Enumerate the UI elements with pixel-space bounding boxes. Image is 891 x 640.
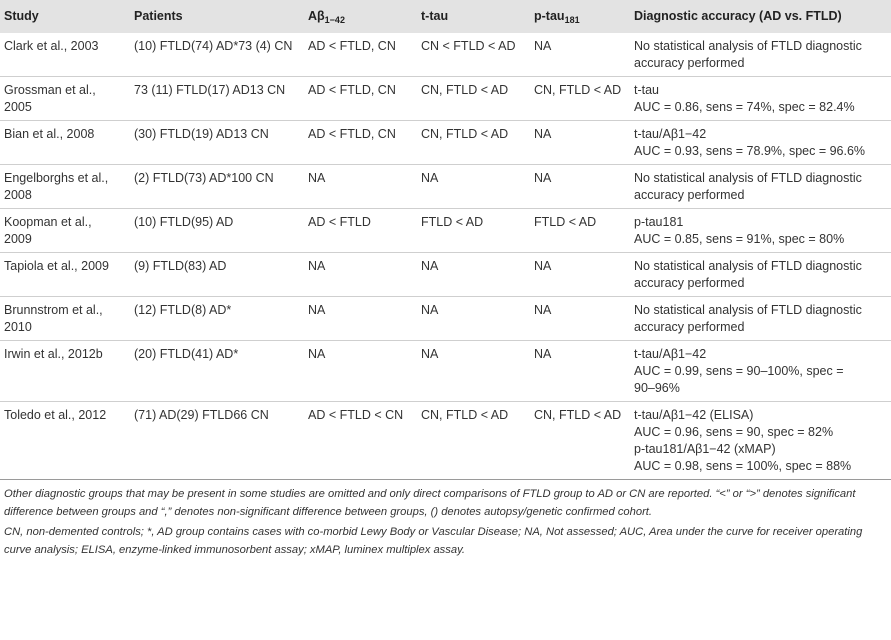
cell-study xyxy=(0,341,130,402)
cell-accuracy-line: AUC = 0.85, sens = 91%, spec = 80% xyxy=(634,232,845,246)
cell-accuracy-line: AUC = 0.99, sens = 90–100%, spec = xyxy=(634,364,844,378)
cell-abeta: NA xyxy=(304,341,417,402)
cell-patients: (10) FTLD(95) AD xyxy=(130,209,304,253)
cell-accuracy-line: No statistical analysis of FTLD diagnostic xyxy=(634,303,862,317)
cell-patients: (10) FTLD(74) AD*73 (4) CN xyxy=(130,33,304,77)
cell-accuracy-line: p-tau181/Aβ1−42 (xMAP) xyxy=(634,442,776,456)
cell-study-line: 2008 xyxy=(4,188,32,202)
cell-accuracy-line: accuracy performed xyxy=(634,56,745,70)
header-patients: Patients xyxy=(130,0,304,33)
cell-abeta: NA xyxy=(304,165,417,209)
footnote-1: Other diagnostic groups that may be present in some studies are omitted and only direct comparisons of FTLD group to AD or CN are reported. “<” or “>” denotes significant difference between groups and “,” denotes non-significant difference between groups, () denotes autopsy/genetic confirmed cohort. xyxy=(4,488,856,518)
cell-accuracy-line: p-tau181 xyxy=(634,215,684,229)
cell-accuracy-line: AUC = 0.86, sens = 74%, spec = 82.4% xyxy=(634,100,855,114)
cell-study-line: 2005 xyxy=(4,100,32,114)
cell-patients: 73 (11) FTLD(17) AD13 CN xyxy=(130,77,304,121)
cell-accuracy xyxy=(630,297,891,341)
cell-patients: (12) FTLD(8) AD* xyxy=(130,297,304,341)
cell-accuracy xyxy=(630,165,891,209)
table-header-row xyxy=(0,0,891,33)
cell-accuracy-line: accuracy performed xyxy=(634,188,745,202)
cell-ttau: NA xyxy=(417,165,530,209)
cell-study-line: 2009 xyxy=(4,232,32,246)
table-row xyxy=(0,121,891,165)
cell-accuracy xyxy=(630,253,891,297)
cell-accuracy-line: t-tau xyxy=(634,83,660,97)
cell-study xyxy=(0,33,130,77)
header-ptau-sub: 181 xyxy=(564,15,580,25)
cell-ptau: NA xyxy=(530,121,630,165)
header-abeta xyxy=(304,0,417,33)
header-ptau xyxy=(530,0,630,33)
cell-accuracy-line: accuracy performed xyxy=(634,276,745,290)
table-row xyxy=(0,402,891,480)
cell-ptau: CN, FTLD < AD xyxy=(530,402,630,480)
cell-abeta: AD < FTLD < CN xyxy=(304,402,417,480)
table-row xyxy=(0,341,891,402)
cell-ttau: NA xyxy=(417,253,530,297)
cell-ptau: NA xyxy=(530,297,630,341)
header-abeta-sub: 1−42 xyxy=(324,15,345,25)
table-body xyxy=(0,33,891,480)
cell-abeta: AD < FTLD, CN xyxy=(304,121,417,165)
cell-ttau: FTLD < AD xyxy=(417,209,530,253)
cell-accuracy xyxy=(630,121,891,165)
header-study: Study xyxy=(0,0,130,33)
cell-study xyxy=(0,253,130,297)
footnote-2: CN, non-demented controls; *, AD group contains cases with co-morbid Lewy Body or Vascular Disease; NA, Not assessed; AUC, Area under the curve for receiver operating curve analysis; ELISA, enzyme-linked immunosorbent assay; xMAP, luminex multiplex assay. xyxy=(4,526,863,556)
table-row xyxy=(0,209,891,253)
cell-accuracy-line: No statistical analysis of FTLD diagnostic xyxy=(634,39,862,53)
cell-accuracy-line: t-tau/Aβ1−42 xyxy=(634,127,707,141)
cell-ttau: CN < FTLD < AD xyxy=(417,33,530,77)
cell-study-line: Tapiola et al., 2009 xyxy=(4,259,109,273)
cell-ptau: FTLD < AD xyxy=(530,209,630,253)
cell-ptau: NA xyxy=(530,253,630,297)
cell-accuracy xyxy=(630,402,891,480)
cell-patients: (71) AD(29) FTLD66 CN xyxy=(130,402,304,480)
cell-abeta: NA xyxy=(304,297,417,341)
cell-ptau: NA xyxy=(530,33,630,77)
cell-study xyxy=(0,297,130,341)
cell-abeta: AD < FTLD xyxy=(304,209,417,253)
header-ttau: t-tau xyxy=(417,0,530,33)
header-accuracy: Diagnostic accuracy (AD vs. FTLD) xyxy=(630,0,891,33)
cell-study-line: Brunnstrom et al., xyxy=(4,303,103,317)
cell-study-line: Engelborghs et al., xyxy=(4,171,109,185)
table-row xyxy=(0,253,891,297)
cell-patients: (2) FTLD(73) AD*100 CN xyxy=(130,165,304,209)
cell-ttau: CN, FTLD < AD xyxy=(417,77,530,121)
cell-abeta: AD < FTLD, CN xyxy=(304,33,417,77)
cell-study-line: Bian et al., 2008 xyxy=(4,127,95,141)
cell-study xyxy=(0,402,130,480)
cell-accuracy-line: No statistical analysis of FTLD diagnostic xyxy=(634,259,862,273)
cell-accuracy-line: accuracy performed xyxy=(634,320,745,334)
cell-study-line: Clark et al., 2003 xyxy=(4,39,99,53)
table-footnotes xyxy=(0,480,891,559)
cell-ttau: CN, FTLD < AD xyxy=(417,402,530,480)
cell-accuracy xyxy=(630,341,891,402)
cell-accuracy-line: t-tau/Aβ1−42 xyxy=(634,347,707,361)
cell-study-line: Toledo et al., 2012 xyxy=(4,408,107,422)
cell-study xyxy=(0,165,130,209)
table-row xyxy=(0,297,891,341)
cell-study xyxy=(0,209,130,253)
cell-study-line: 2010 xyxy=(4,320,32,334)
header-abeta-main: Aβ xyxy=(308,9,325,23)
cell-abeta: NA xyxy=(304,253,417,297)
cell-study xyxy=(0,121,130,165)
cell-study-line: Koopman et al., xyxy=(4,215,92,229)
cell-ptau: CN, FTLD < AD xyxy=(530,77,630,121)
cell-ttau: CN, FTLD < AD xyxy=(417,121,530,165)
header-ptau-main: p-tau xyxy=(534,9,565,23)
cell-accuracy-line: t-tau/Aβ1−42 (ELISA) xyxy=(634,408,754,422)
table-row xyxy=(0,165,891,209)
cell-abeta: AD < FTLD, CN xyxy=(304,77,417,121)
cell-accuracy xyxy=(630,77,891,121)
cell-accuracy-line: No statistical analysis of FTLD diagnostic xyxy=(634,171,862,185)
cell-ttau: NA xyxy=(417,341,530,402)
cell-ttau: NA xyxy=(417,297,530,341)
cell-study xyxy=(0,77,130,121)
cell-patients: (30) FTLD(19) AD13 CN xyxy=(130,121,304,165)
cell-ptau: NA xyxy=(530,165,630,209)
cell-accuracy-line: AUC = 0.93, sens = 78.9%, spec = 96.6% xyxy=(634,144,866,158)
cell-ptau: NA xyxy=(530,341,630,402)
cell-accuracy xyxy=(630,209,891,253)
cell-accuracy-line: 90–96% xyxy=(634,381,680,395)
table-row xyxy=(0,77,891,121)
cell-study-line: Irwin et al., 2012b xyxy=(4,347,103,361)
cell-patients: (20) FTLD(41) AD* xyxy=(130,341,304,402)
cell-study-line: Grossman et al., xyxy=(4,83,96,97)
cell-patients: (9) FTLD(83) AD xyxy=(130,253,304,297)
table-row xyxy=(0,33,891,77)
cell-accuracy xyxy=(630,33,891,77)
cell-accuracy-line: AUC = 0.98, sens = 100%, spec = 88% xyxy=(634,459,852,473)
cell-accuracy-line: AUC = 0.96, sens = 90, spec = 82% xyxy=(634,425,834,439)
